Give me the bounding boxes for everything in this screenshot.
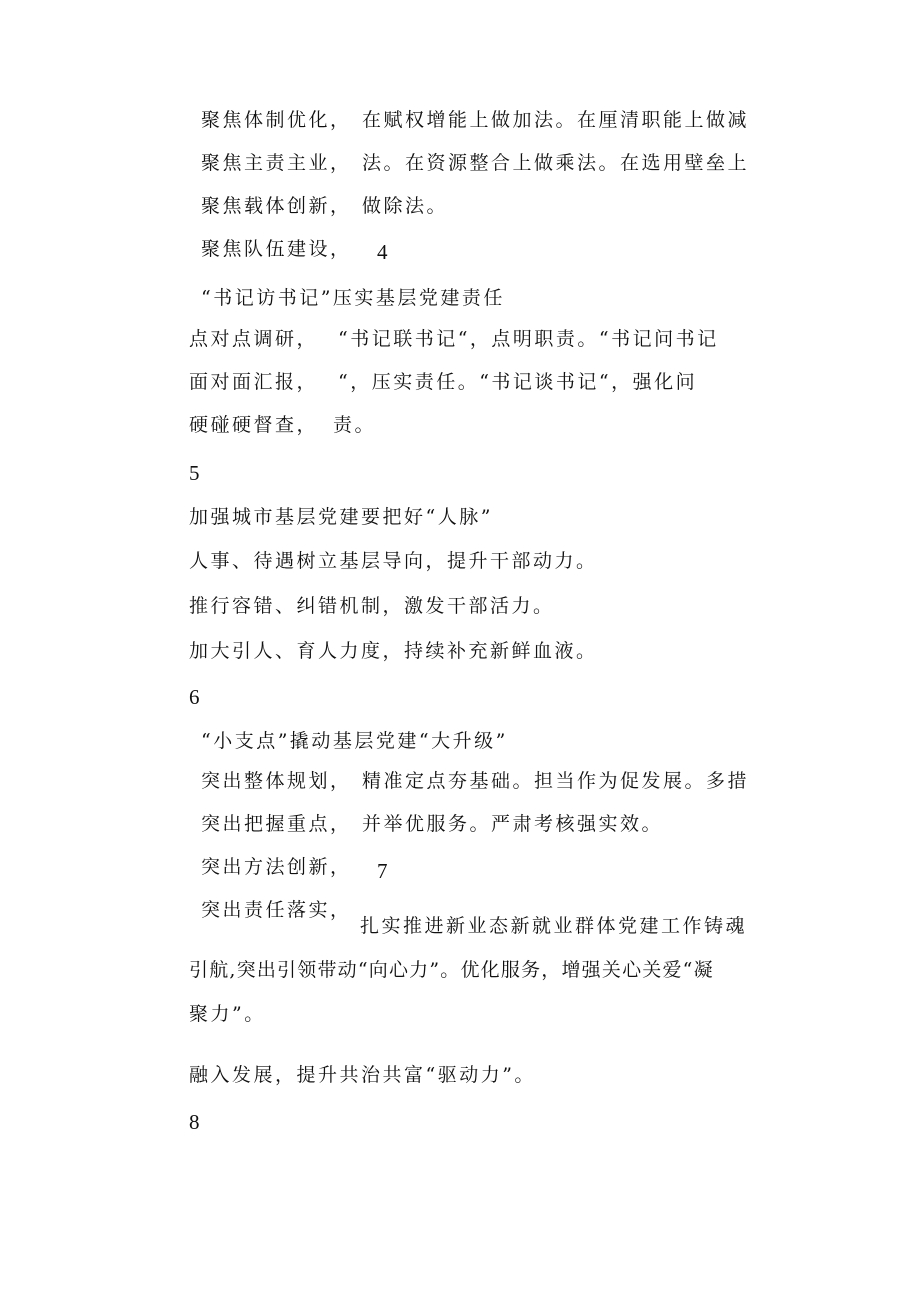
s8-line-2: 引航,突出引领带动“向心力”。优化服务，增强关心关爱“凝: [189, 959, 714, 981]
s6-line-1: 人事、待遇树立基层导向，提升干部动力。: [189, 550, 598, 572]
s7-right-line-1: 精准定点夯基础。担当作为促发展。多措: [362, 770, 750, 792]
s7-title: “小支点”撬动基层党建“大升级”: [201, 730, 508, 752]
section-number-5: 5: [189, 461, 200, 485]
s4-left-line-1: 聚焦体制优化，: [201, 109, 352, 131]
s6-line-2: 推行容错、纠错机制，激发干部活力。: [189, 595, 555, 617]
s5-left-line-1: 点对点调研，: [189, 328, 319, 350]
s4-left-line-4: 聚焦队伍建设，: [201, 238, 352, 260]
s5-right-line-1: “书记联书记“，点明职责。“书记问书记: [338, 328, 719, 350]
s7-left-line-1: 突出整体规划，: [201, 770, 352, 792]
section-number-7: 7: [377, 859, 388, 883]
s5-left-line-3: 硬碰硬督查，: [189, 414, 319, 436]
section-number-4: 4: [377, 240, 388, 264]
s6-title: 加强城市基层党建要把好“人脉”: [189, 506, 493, 528]
s5-left-line-2: 面对面汇报，: [189, 371, 319, 393]
section-number-6: 6: [189, 685, 200, 709]
s8-line-4: 融入发展，提升共治共富“驱动力”。: [189, 1064, 536, 1086]
s7-right-line-2: 并举优服务。严肃考核强实效。: [362, 813, 664, 835]
s8-line-1: 扎实推进新业态新就业群体党建工作铸魂: [360, 915, 748, 937]
s4-left-line-2: 聚焦主责主业，: [201, 152, 352, 174]
s4-left-line-3: 聚焦载体创新，: [201, 195, 352, 217]
s4-right-line-3: 做除法。: [362, 195, 449, 217]
s7-left-line-3: 突出方法创新，: [201, 856, 352, 878]
s7-left-line-4: 突出责任落实，: [201, 899, 352, 921]
s7-left-line-2: 突出把握重点，: [201, 813, 352, 835]
s5-title: “书记访书记”压实基层党建责任: [201, 287, 505, 309]
s5-right-line-3: 责。: [333, 414, 377, 436]
s5-right-line-2: “，压实责任。“书记谈书记“，强化问: [338, 371, 698, 393]
s4-right-line-1: 在赋权增能上做加法。在厘清职能上做减: [362, 109, 750, 131]
s4-right-line-2: 法。在资源整合上做乘法。在选用壁垒上: [362, 152, 750, 174]
section-number-8: 8: [189, 1110, 200, 1134]
s8-line-3: 聚力”。: [189, 1003, 266, 1025]
s6-line-3: 加大引人、育人力度，持续补充新鲜血液。: [189, 640, 598, 662]
